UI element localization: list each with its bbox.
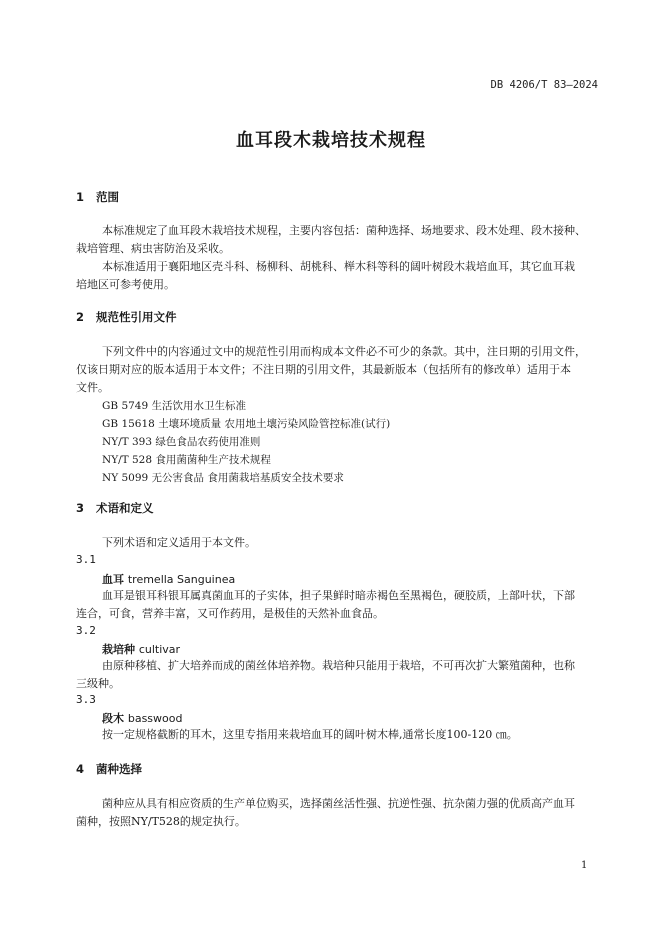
section-number: 1 (76, 190, 85, 204)
section-1-heading (76, 189, 119, 205)
paragraph-line: 菌种应从具有相应资质的生产单位购买，选择菌丝活性强、抗逆性强、抗杂菌力强的优质高产血耳 (102, 797, 575, 810)
paragraph-line: 本标准适用于襄阳地区壳斗科、杨柳科、胡桃科、榉木科等科的阔叶树段木栽培血耳，其它血耳栽 (102, 260, 575, 273)
term-heading (102, 641, 180, 657)
term-en: tremella Sanguinea (127, 573, 236, 586)
definition-line: 按一定规格截断的耳木，这里专指用来栽培血耳的阔叶树木棒,通常长度100-120 ㎝。 (102, 728, 518, 741)
section-number: 2 (76, 310, 85, 324)
section-3-heading (76, 500, 154, 516)
paragraph-line: 下列术语和定义适用于本文件。 (102, 536, 256, 549)
definition-line: 三级种。 (76, 677, 120, 690)
paragraph-line: 菌种，按照NY/T528的规定执行。 (76, 815, 246, 828)
definition-line: 血耳是银耳科银耳属真菌血耳的子实体，担子果鲜时暗赤褐色至黑褐色，硬胶质，上部叶状，下部 (102, 589, 575, 602)
term-cn: 血耳 (102, 573, 124, 586)
section-number: 4 (76, 762, 85, 776)
paragraph-line: 本标准规定了血耳段木栽培技术规程，主要内容包括：菌种选择、场地要求、段木处理、段木接种、 (102, 224, 586, 237)
page-title: 血耳段木栽培技术规程 (236, 130, 426, 151)
term-cn: 段木 (102, 712, 124, 725)
term-cn: 栽培种 (102, 643, 135, 656)
section-title: 规范性引用文件 (96, 310, 177, 324)
section-number: 3 (76, 501, 85, 515)
term-heading (102, 571, 235, 587)
section-2-heading (76, 309, 177, 325)
section-title: 范围 (96, 190, 119, 204)
term-number: 3.3 (76, 693, 96, 706)
paragraph-line: 栽培管理、病虫害防治及采收。 (76, 242, 230, 255)
section-title: 术语和定义 (96, 501, 154, 515)
section-title: 菌种选择 (96, 762, 142, 776)
paragraph-line: 文件。 (76, 381, 109, 394)
term-en: basswood (127, 712, 183, 725)
term-en: cultivar (138, 643, 181, 656)
term-heading (102, 710, 182, 726)
reference-item: GB 15618 土壤环境质量 农用地土壤污染风险管控标准(试行) (102, 418, 391, 430)
paragraph-line: 仅该日期对应的版本适用于本文件；不注日期的引用文件，其最新版本（包括所有的修改单）适用于本 (76, 363, 571, 376)
paragraph-line: 培地区可参考使用。 (76, 278, 175, 291)
standard-code: DB 4206/T 83—2024 (490, 79, 598, 91)
section-4-heading (76, 761, 142, 777)
term-number: 3.2 (76, 624, 96, 637)
reference-item: NY 5099 无公害食品 食用菌栽培基质安全技术要求 (102, 472, 344, 484)
definition-line: 由原种移植、扩大培养而成的菌丝体培养物。栽培种只能用于栽培，不可再次扩大繁殖菌种，也称 (102, 659, 575, 672)
paragraph-line: 下列文件中的内容通过文中的规范性引用而构成本文件必不可少的条款。其中，注日期的引用文件， (102, 345, 586, 358)
reference-item: GB 5749 生活饮用水卫生标准 (102, 400, 247, 412)
page-number: 1 (581, 860, 588, 871)
definition-line: 连合，可食，营养丰富，又可作药用，是极佳的天然补血食品。 (76, 607, 384, 620)
term-number: 3.1 (76, 553, 96, 566)
reference-item: NY/T 393 绿色食品农药使用准则 (102, 436, 261, 448)
reference-item: NY/T 528 食用菌菌种生产技术规程 (102, 454, 271, 466)
